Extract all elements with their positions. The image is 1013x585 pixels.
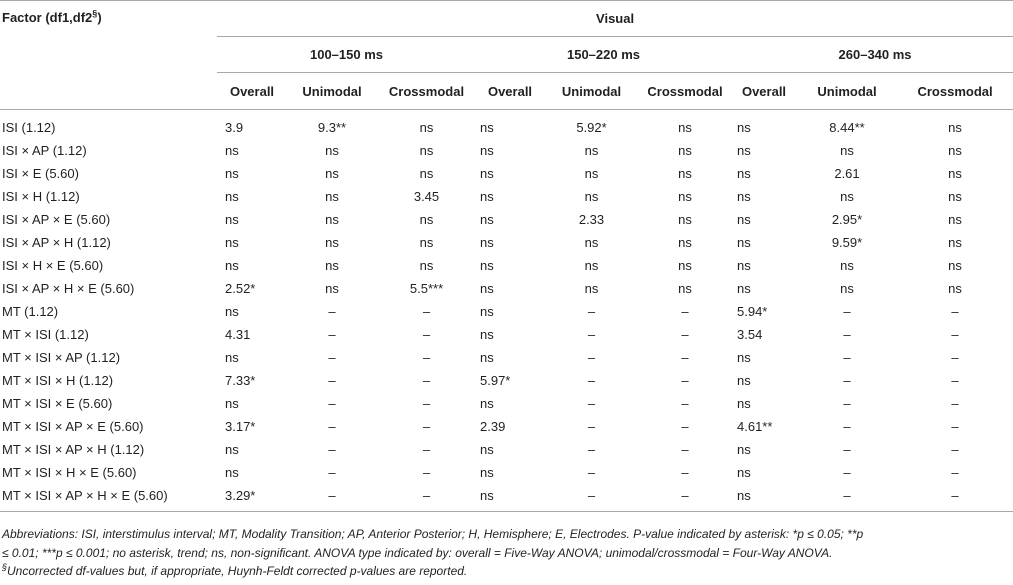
modality-header: Visual — [217, 1, 1013, 37]
value-cell-overall-100-150: ns — [225, 166, 239, 181]
window-header-100-150: 100–150 ms — [217, 37, 476, 73]
value-cell-crossmodal-100-150: – — [422, 350, 431, 365]
table-body — [0, 110, 1013, 512]
value-cell-overall-150-220: ns — [480, 442, 494, 457]
value-cell-unimodal-150-220: 2.33 — [578, 212, 605, 227]
value-cell-crossmodal-260-340: ns — [948, 119, 962, 135]
value-cell-unimodal-150-220: ns — [584, 189, 599, 204]
value-cell-overall-150-220: ns — [476, 484, 544, 512]
value-cell-crossmodal-150-220: ns — [678, 143, 692, 158]
value-cell-overall-100-150: 3.9 — [225, 119, 244, 135]
value-cell-overall-100-150: 4.31 — [225, 327, 251, 342]
value-cell-crossmodal-100-150: – — [422, 373, 431, 388]
value-cell-crossmodal-100-150: – — [422, 327, 431, 342]
value-cell-unimodal-100-150: – — [328, 327, 336, 342]
value-cell-crossmodal-100-150: – — [422, 465, 431, 480]
value-cell-unimodal-260-340: 9.59* — [831, 235, 863, 250]
table-row — [0, 110, 1013, 140]
table-row — [0, 484, 1013, 512]
factor-cell: MT × ISI × H (1.12) — [2, 373, 114, 388]
value-cell-overall-100-150: ns — [225, 304, 239, 319]
value-cell-overall-100-150: ns — [225, 465, 239, 480]
value-cell-overall-100-150: 3.17* — [225, 419, 256, 434]
table-row — [0, 346, 1013, 369]
value-cell-unimodal-260-340: – — [843, 327, 851, 342]
table-row — [0, 162, 1013, 185]
value-cell-crossmodal-100-150: ns — [419, 166, 434, 181]
value-cell-overall-260-340: ns — [737, 166, 751, 181]
value-cell-overall-100-150: ns — [225, 396, 239, 411]
value-cell-crossmodal-260-340: ns — [948, 166, 962, 181]
value-cell-unimodal-150-220: – — [587, 304, 596, 319]
value-cell-unimodal-260-340: 2.95* — [831, 212, 863, 227]
value-cell-crossmodal-100-150: – — [422, 442, 431, 457]
subcol-crossmodal: Crossmodal — [647, 83, 723, 99]
value-cell-unimodal-260-340: ns — [840, 258, 854, 273]
value-cell-crossmodal-100-150: – — [377, 484, 476, 512]
value-cell-overall-150-220: ns — [480, 166, 494, 181]
value-cell-unimodal-150-220: – — [587, 327, 596, 342]
value-cell-unimodal-260-340: ns — [840, 281, 854, 296]
factor-cell: ISI × E (5.60) — [2, 166, 79, 181]
value-cell-overall-260-340: 4.61** — [737, 419, 773, 434]
subcol-crossmodal: Crossmodal — [917, 83, 993, 99]
factor-cell: ISI × AP (1.12) — [2, 143, 87, 158]
value-cell-overall-260-340: ns — [737, 189, 751, 204]
value-cell-crossmodal-100-150: ns — [419, 143, 434, 158]
value-cell-crossmodal-260-340: – — [951, 327, 959, 342]
value-cell-overall-100-150: ns — [225, 189, 239, 204]
value-cell-crossmodal-260-340: ns — [948, 235, 962, 250]
footnote-significance: ≤ 0.01; ***p ≤ 0.001; no asterisk, trend; ns, non-significant. ANOVA type indicated by: overall = Five-Way ANOVA; unimodal/crossmodal = Four-Way ANOVA. — [2, 545, 833, 560]
value-cell-crossmodal-260-340: ns — [948, 189, 962, 204]
value-cell-unimodal-100-150: – — [328, 465, 336, 480]
factor-cell: ISI × AP × H × E (5.60) — [2, 281, 135, 296]
value-cell-crossmodal-260-340: – — [951, 442, 959, 457]
value-cell-crossmodal-260-340: – — [951, 373, 959, 388]
value-cell-overall-150-220: ns — [480, 281, 494, 296]
value-cell-unimodal-260-340: – — [843, 373, 851, 388]
value-cell-unimodal-100-150: – — [328, 373, 336, 388]
value-cell-overall-100-150: 3.29* — [217, 484, 287, 512]
factor-cell: ISI × H × E (5.60) — [2, 258, 104, 273]
value-cell-crossmodal-260-340: – — [897, 484, 1013, 512]
factor-cell: ISI × AP × E (5.60) — [2, 212, 111, 227]
value-cell-overall-100-150: ns — [225, 212, 239, 227]
value-cell-unimodal-260-340: – — [797, 484, 897, 512]
value-cell-unimodal-100-150: – — [328, 350, 336, 365]
value-cell-crossmodal-260-340: ns — [948, 212, 962, 227]
value-cell-unimodal-100-150: – — [328, 396, 336, 411]
value-cell-overall-150-220: ns — [480, 396, 494, 411]
table-row — [0, 369, 1013, 392]
subcol-unimodal: Unimodal — [817, 83, 877, 99]
window-header-150-220: 150–220 ms — [476, 37, 731, 73]
value-cell-overall-260-340: 5.94* — [737, 304, 768, 319]
value-cell-unimodal-150-220: – — [587, 465, 596, 480]
value-cell-unimodal-260-340: – — [843, 419, 851, 434]
value-cell-unimodal-100-150: ns — [325, 281, 339, 296]
value-cell-overall-150-220: ns — [480, 327, 494, 342]
value-cell-unimodal-100-150: ns — [325, 235, 339, 250]
value-cell-overall-260-340: ns — [737, 373, 751, 388]
value-cell-unimodal-260-340: – — [843, 396, 851, 411]
value-cell-crossmodal-260-340: – — [951, 304, 959, 319]
value-cell-overall-150-220: 5.97* — [480, 373, 511, 388]
value-cell-overall-260-340: ns — [737, 143, 751, 158]
table-footnotes — [2, 525, 1010, 581]
table-row — [0, 438, 1013, 461]
value-cell-unimodal-260-340: – — [843, 350, 851, 365]
value-cell-unimodal-150-220: – — [587, 396, 596, 411]
value-cell-overall-100-150: ns — [225, 143, 239, 158]
table-row — [0, 208, 1013, 231]
value-cell-overall-150-220: ns — [480, 350, 494, 365]
factor-cell: ISI (1.12) — [2, 119, 56, 135]
value-cell-crossmodal-150-220: – — [681, 396, 689, 411]
value-cell-overall-260-340: ns — [737, 465, 751, 480]
value-cell-overall-150-220: ns — [480, 465, 494, 480]
value-cell-overall-260-340: ns — [737, 119, 751, 135]
value-cell-crossmodal-150-220: ns — [678, 189, 692, 204]
value-cell-overall-150-220: ns — [480, 212, 494, 227]
table-header — [0, 1, 1013, 110]
subcol-crossmodal: Crossmodal — [388, 83, 465, 99]
value-cell-crossmodal-150-220: – — [681, 419, 689, 434]
value-cell-crossmodal-150-220: – — [639, 484, 731, 512]
value-cell-crossmodal-100-150: 3.45 — [413, 189, 440, 204]
value-cell-overall-150-220: ns — [480, 258, 494, 273]
value-cell-overall-260-340: 3.54 — [737, 327, 763, 342]
factor-cell: MT × ISI × H × E (5.60) — [2, 465, 137, 480]
value-cell-crossmodal-100-150: ns — [419, 212, 434, 227]
value-cell-overall-100-150: ns — [225, 442, 239, 457]
value-cell-crossmodal-150-220: ns — [678, 212, 692, 227]
value-cell-unimodal-260-340: 8.44** — [829, 119, 865, 135]
value-cell-overall-100-150: 2.52* — [225, 281, 256, 296]
table-row — [0, 254, 1013, 277]
subcol-overall: Overall — [229, 83, 275, 99]
factor-cell: MT × ISI × AP × E (5.60) — [2, 419, 144, 434]
table-row — [0, 323, 1013, 346]
value-cell-overall-150-220: ns — [480, 235, 494, 250]
value-cell-crossmodal-150-220: – — [681, 442, 689, 457]
value-cell-unimodal-100-150: – — [328, 304, 336, 319]
value-cell-crossmodal-150-220: ns — [678, 281, 692, 296]
value-cell-crossmodal-260-340: – — [951, 396, 959, 411]
value-cell-crossmodal-100-150: – — [422, 419, 431, 434]
table-row — [0, 415, 1013, 438]
value-cell-overall-260-340: ns — [737, 212, 751, 227]
value-cell-unimodal-260-340: ns — [840, 189, 854, 204]
value-cell-overall-150-220: ns — [480, 189, 494, 204]
value-cell-overall-150-220: ns — [480, 304, 494, 319]
footnote-df: §Uncorrected df-values but, if appropriate, Huynh-Feldt corrected p-values are reported. — [2, 562, 468, 578]
factor-cell: MT × ISI × E (5.60) — [2, 396, 113, 411]
value-cell-unimodal-150-220: ns — [584, 281, 599, 296]
value-cell-overall-100-150: ns — [225, 350, 239, 365]
value-cell-crossmodal-150-220: ns — [678, 119, 692, 135]
value-cell-crossmodal-150-220: ns — [678, 166, 692, 181]
subcol-unimodal: Unimodal — [561, 83, 622, 99]
value-cell-overall-150-220: ns — [480, 143, 494, 158]
factor-cell: MT × ISI × AP × H × E (5.60) — [0, 484, 217, 512]
value-cell-overall-260-340: ns — [737, 235, 751, 250]
value-cell-crossmodal-260-340: – — [951, 465, 959, 480]
value-cell-crossmodal-100-150: – — [422, 396, 431, 411]
window-header-260-340: 260–340 ms — [731, 37, 1013, 73]
factor-cell: MT × ISI × AP × H (1.12) — [2, 442, 145, 457]
factor-cell: ISI × H (1.12) — [2, 189, 80, 204]
value-cell-unimodal-100-150: ns — [325, 189, 339, 204]
value-cell-overall-260-340: ns — [737, 396, 751, 411]
value-cell-crossmodal-260-340: ns — [948, 281, 962, 296]
table-row — [0, 392, 1013, 415]
value-cell-crossmodal-150-220: ns — [678, 235, 692, 250]
footnote-abbreviations: Abbreviations: ISI, interstimulus interval; MT, Modality Transition; AP, Anterior Posterior; H, Hemisphere; E, Electrodes. P-value indicated by asterisk: *p ≤ 0.05; **p — [2, 527, 864, 541]
value-cell-overall-260-340: ns — [737, 281, 751, 296]
table-row — [0, 461, 1013, 484]
factor-cell: MT (1.12) — [2, 304, 59, 319]
value-cell-crossmodal-260-340: ns — [948, 143, 962, 158]
value-cell-crossmodal-150-220: ns — [678, 258, 692, 273]
subcol-unimodal: Unimodal — [302, 83, 362, 99]
factor-cell: MT × ISI × AP (1.12) — [2, 350, 121, 365]
value-cell-crossmodal-150-220: – — [681, 350, 689, 365]
value-cell-unimodal-260-340: – — [843, 304, 851, 319]
value-cell-unimodal-100-150: – — [328, 419, 336, 434]
value-cell-unimodal-100-150: – — [287, 484, 377, 512]
value-cell-unimodal-100-150: ns — [325, 212, 339, 227]
value-cell-unimodal-150-220: – — [587, 419, 596, 434]
value-cell-crossmodal-100-150: 5.5*** — [409, 281, 444, 296]
value-cell-crossmodal-260-340: ns — [948, 258, 962, 273]
value-cell-unimodal-100-150: ns — [325, 166, 339, 181]
value-cell-unimodal-100-150: 9.3** — [317, 119, 347, 135]
value-cell-overall-150-220: ns — [480, 119, 494, 135]
value-cell-unimodal-150-220: – — [587, 350, 596, 365]
value-cell-crossmodal-260-340: – — [951, 350, 959, 365]
value-cell-unimodal-260-340: ns — [840, 143, 854, 158]
value-cell-overall-100-150: ns — [225, 258, 239, 273]
value-cell-unimodal-150-220: ns — [584, 258, 599, 273]
value-cell-crossmodal-260-340: – — [951, 419, 959, 434]
value-cell-overall-100-150: ns — [225, 235, 239, 250]
value-cell-unimodal-100-150: – — [328, 442, 336, 457]
value-cell-crossmodal-100-150: ns — [419, 258, 434, 273]
value-cell-unimodal-150-220: – — [587, 373, 596, 388]
factor-column-header: Factor (df1,df2§) — [0, 1, 217, 110]
table-row — [0, 185, 1013, 208]
value-cell-overall-260-340: ns — [731, 484, 797, 512]
subcol-overall: Overall — [487, 83, 533, 99]
value-cell-unimodal-100-150: ns — [325, 258, 339, 273]
value-cell-unimodal-100-150: ns — [325, 143, 339, 158]
value-cell-overall-260-340: ns — [737, 258, 751, 273]
value-cell-crossmodal-150-220: – — [681, 304, 689, 319]
value-cell-overall-260-340: ns — [737, 442, 751, 457]
value-cell-crossmodal-100-150: ns — [419, 235, 434, 250]
value-cell-unimodal-150-220: – — [544, 484, 639, 512]
table-row — [0, 231, 1013, 254]
value-cell-unimodal-260-340: – — [843, 465, 851, 480]
value-cell-unimodal-260-340: 2.61 — [834, 166, 860, 181]
value-cell-unimodal-260-340: – — [843, 442, 851, 457]
table-row — [0, 277, 1013, 300]
value-cell-unimodal-150-220: 5.92* — [576, 119, 607, 135]
value-cell-overall-260-340: ns — [737, 350, 751, 365]
value-cell-crossmodal-150-220: – — [681, 373, 689, 388]
value-cell-unimodal-150-220: ns — [584, 143, 599, 158]
value-cell-unimodal-150-220: – — [587, 442, 596, 457]
factor-cell: ISI × AP × H (1.12) — [2, 235, 111, 250]
value-cell-crossmodal-150-220: – — [681, 465, 689, 480]
value-cell-overall-150-220: 2.39 — [480, 419, 506, 434]
table-row — [0, 300, 1013, 323]
value-cell-overall-100-150: 7.33* — [225, 373, 256, 388]
factor-cell: MT × ISI (1.12) — [2, 327, 89, 342]
value-cell-unimodal-150-220: ns — [584, 235, 599, 250]
value-cell-unimodal-150-220: ns — [584, 166, 599, 181]
value-cell-crossmodal-100-150: – — [422, 304, 431, 319]
value-cell-crossmodal-100-150: ns — [419, 119, 434, 135]
value-cell-crossmodal-150-220: – — [681, 327, 689, 342]
table-row — [0, 139, 1013, 162]
subcol-overall: Overall — [741, 83, 787, 99]
